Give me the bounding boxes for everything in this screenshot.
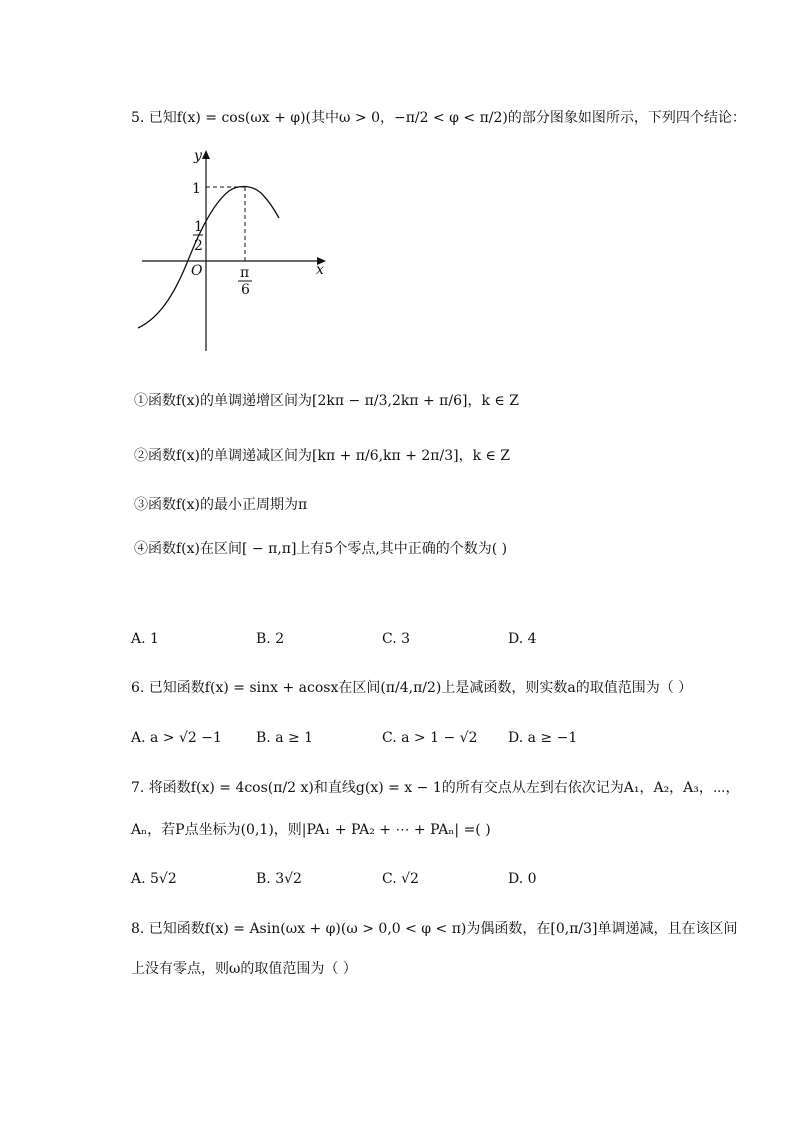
question-7-stem-line-1: 7. 将函数f(x) = 4cos(π/2 x)和直线g(x) = x − 1的所有交点从左到右依次记为A₁，A₂，A₃，⋯， [131,780,740,796]
question-5-statement-1: ①函数f(x)的单调递增区间为[2kπ − π/3,2kπ + π/6]，k ∈ Z [134,393,519,409]
y-axis-arrow [202,150,210,159]
option-d[interactable]: D. a ≥ −1 [508,730,578,746]
cosine-curve [138,186,279,328]
y-tick-half-numerator: 1 [194,219,203,235]
y-tick-one: 1 [192,181,201,197]
question-5-statement-4: ④函数f(x)在区间[ − π,π]上有5个零点,其中正确的个数为( ) [134,541,508,557]
origin-label: O [191,263,203,279]
x-tick-pi-denominator: 6 [241,282,250,298]
option-b[interactable]: B. 3√2 [256,871,302,887]
question-8-stem-line-1: 8. 已知函数f(x) = Asin(ωx + φ)(ω > 0,0 < φ < π)为偶函数，在[0,π/3]单调递减，且在该区间 [131,921,738,937]
question-5-statement-3: ③函数f(x)的最小正周期为π [134,497,308,513]
question-6-stem: 6. 已知函数f(x) = sinx + acosx在区间(π/4,π/2)上是减函数，则实数a的取值范围为（ ） [131,680,693,696]
option-a[interactable]: A. a > √2 −1 [131,730,222,746]
x-axis-label: x [316,262,324,278]
option-c[interactable]: C. √2 [382,871,419,887]
option-d[interactable]: D. 4 [508,631,537,647]
option-c[interactable]: C. 3 [382,631,411,647]
option-d[interactable]: D. 0 [508,871,537,887]
cosine-partial-graph [134,146,334,356]
question-5-statement-2: ②函数f(x)的单调递减区间为[kπ + π/6,kπ + 2π/3]，k ∈ Z [134,448,511,464]
x-tick-pi-numerator: π [240,265,250,281]
question-8-stem-line-2: 上没有零点，则ω的取值范围为（ ） [131,961,357,977]
option-a[interactable]: A. 1 [131,631,159,647]
question-7-stem-line-2: Aₙ，若P点坐标为(0,1)，则|PA₁ + PA₂ + ⋯ + PAₙ| =( ) [131,822,491,838]
option-b[interactable]: B. 2 [256,631,285,647]
y-axis-label: y [194,148,202,164]
option-b[interactable]: B. a ≥ 1 [256,730,314,746]
option-a[interactable]: A. 5√2 [131,871,177,887]
option-c[interactable]: C. a > 1 − √2 [382,730,478,746]
y-tick-half-denominator: 2 [194,238,203,254]
question-5-stem: 5. 已知f(x) = cos(ωx + φ)(其中ω > 0，−π/2 < φ < π/2)的部分图象如图所示，下列四个结论： [131,110,746,126]
